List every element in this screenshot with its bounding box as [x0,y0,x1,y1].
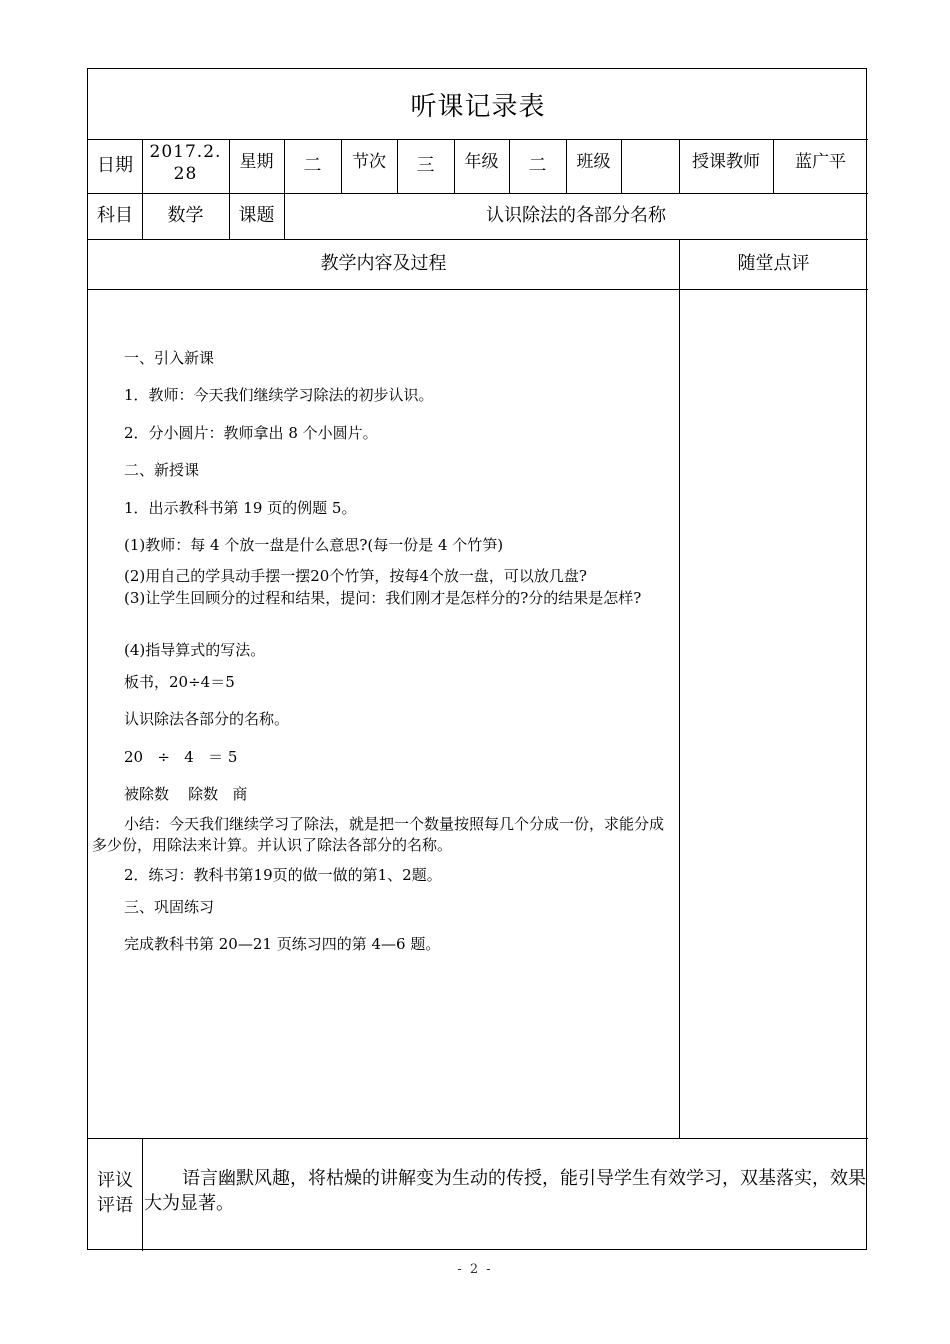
period-label: 节次 [352,152,386,172]
weekday-label: 星期 [239,152,274,172]
comments-header: 随堂点评 [737,253,810,274]
content-line: (2)用自己的学具动手摆一摆20个竹笋，按每4个放一盘，可以放几盘? [124,567,587,585]
grade-label: 年级 [464,152,499,172]
grade-value: 二 [528,155,547,176]
subject-value: 数学 [167,205,204,226]
section-intro-heading: 一、引入新课 [124,349,215,367]
teacher-value: 蓝广平 [795,152,846,172]
date-label: 日期 [97,155,133,176]
divider [88,289,868,290]
divider [679,239,680,1138]
weekday-value: 二 [303,155,322,176]
review-label [88,1138,142,1251]
content-line: 2．分小圆片：教师拿出 8 个小圆片。 [124,424,378,442]
review-label-line: 评议 [97,1170,133,1191]
teacher-label: 授课教师 [692,152,760,172]
subject-label: 科目 [97,205,133,226]
form-title: 听课记录表 [410,91,546,122]
equation: 20 ÷ 4 ＝ 5 [124,748,238,766]
content-paragraph: (3)让学生回顾分的过程和结果，提问：我们刚才是怎样分的?分的结果是怎样? [124,589,642,607]
content-line: 1．教师：今天我们继续学习除法的初步认识。 [124,386,434,404]
review-text: 语言幽默风趣，将枯燥的讲解变为生动的传授，能引导学生有效学习，双基落实，效果大为显著。 [144,1168,866,1214]
topic-label: 课题 [238,205,275,226]
content-line: (1)教师：每 4 个放一盘是什么意思?(每一份是 4 个竹笋) [124,536,504,554]
content-line: 认识除法各部分的名称。 [124,710,290,728]
lesson-record-form [87,68,867,1250]
summary-paragraph: 小结：今天我们继续学习了除法，就是把一个数量按照每几个分成一份，求能分成多少份，用除法来计算。并认识了除法各部分的名称。 [92,815,665,854]
content-line: (4)指导算式的写法。 [124,641,266,659]
class-value [621,139,679,193]
page-number: - 2 - [457,1262,493,1277]
period-value: 三 [416,155,435,176]
board-writing: 板书，20÷4＝5 [124,673,235,691]
content-line: 完成教科书第 20—21 页练习四的第 4—6 题。 [124,935,441,953]
content-line: 1．出示教科书第 19 页的例题 5。 [124,499,357,517]
topic-value: 认识除法的各部分名称 [486,205,666,226]
section-new-lesson-heading: 二、新授课 [124,461,200,479]
term-names: 被除数 除数 商 [124,785,248,803]
review-label-line: 评语 [97,1195,133,1216]
content-process-header: 教学内容及过程 [320,253,447,274]
content-line: 2．练习：教科书第19页的做一做的第1、2题。 [124,866,442,884]
class-label: 班级 [576,152,611,172]
section-consolidation-heading: 三、巩固练习 [124,898,215,916]
date-value: 2017.2.28 [149,142,222,184]
